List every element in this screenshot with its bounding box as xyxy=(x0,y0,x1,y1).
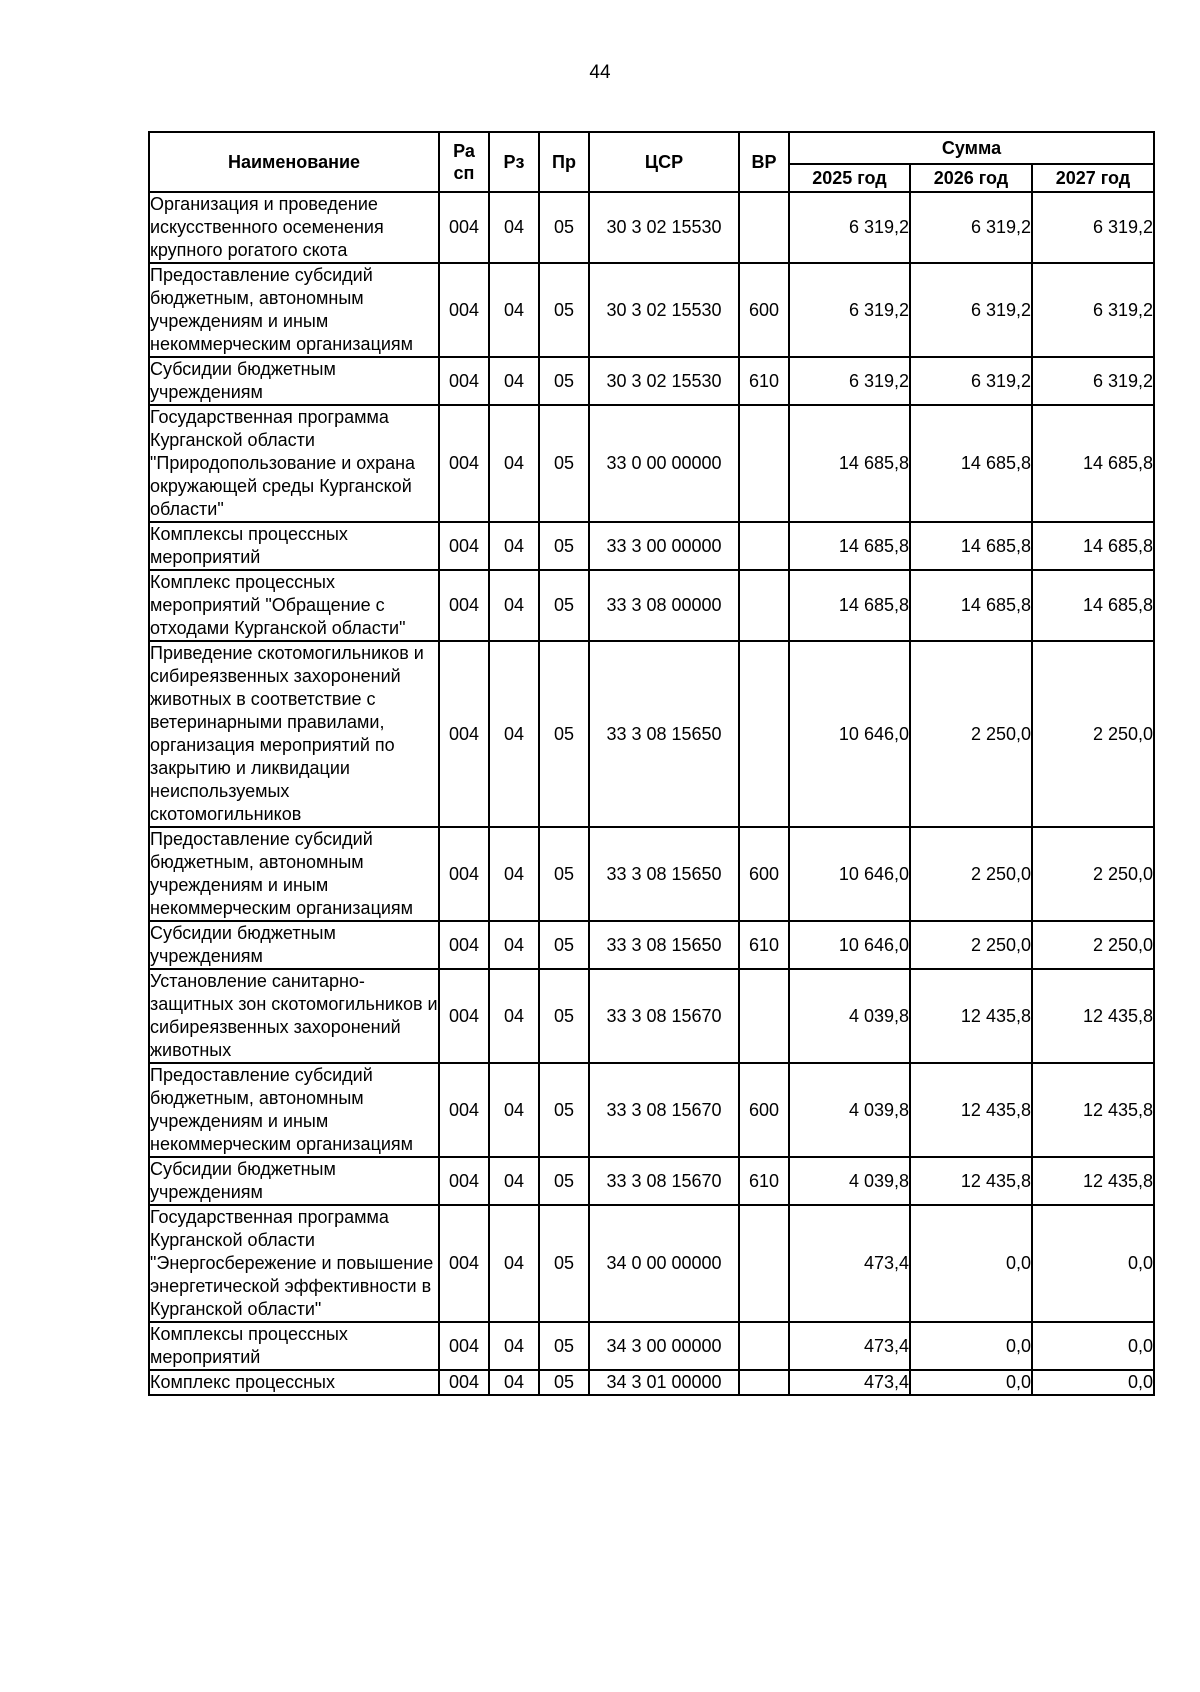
cell-vr xyxy=(739,192,789,263)
cell-rz: 04 xyxy=(489,1063,539,1157)
cell-vr: 610 xyxy=(739,357,789,405)
cell-rz: 04 xyxy=(489,263,539,357)
cell-rz: 04 xyxy=(489,570,539,641)
cell-rasp: 004 xyxy=(439,827,489,921)
cell-pr: 05 xyxy=(539,1063,589,1157)
cell-pr: 05 xyxy=(539,827,589,921)
cell-2026: 14 685,8 xyxy=(910,405,1032,522)
cell-2027: 12 435,8 xyxy=(1032,969,1154,1063)
cell-pr: 05 xyxy=(539,570,589,641)
table-row xyxy=(149,405,1154,522)
table-row xyxy=(149,1322,1154,1370)
cell-2027: 2 250,0 xyxy=(1032,827,1154,921)
cell-rasp: 004 xyxy=(439,522,489,570)
cell-2027: 6 319,2 xyxy=(1032,263,1154,357)
cell-rz: 04 xyxy=(489,969,539,1063)
header-year-2026: 2026 год xyxy=(910,164,1032,192)
table-row xyxy=(149,827,1154,921)
cell-csr: 33 3 08 15650 xyxy=(589,641,739,827)
cell-vr xyxy=(739,1370,789,1395)
cell-name: Государственная программа Курганской области "Энергосбережение и повышение энергетической эффективности в Курганской области" xyxy=(149,1205,439,1322)
cell-name: Субсидии бюджетным учреждениям xyxy=(149,921,439,969)
cell-2026: 6 319,2 xyxy=(910,192,1032,263)
table-row xyxy=(149,921,1154,969)
cell-2025: 10 646,0 xyxy=(789,921,910,969)
cell-rasp: 004 xyxy=(439,192,489,263)
table-row xyxy=(149,522,1154,570)
table-row xyxy=(149,1157,1154,1205)
cell-name: Предоставление субсидий бюджетным, автономным учреждениям и иным некоммерческим организациям xyxy=(149,263,439,357)
cell-rz: 04 xyxy=(489,1157,539,1205)
cell-2027: 0,0 xyxy=(1032,1322,1154,1370)
cell-2026: 14 685,8 xyxy=(910,522,1032,570)
cell-rz: 04 xyxy=(489,405,539,522)
cell-name: Установление санитарно-защитных зон скотомогильников и сибиреязвенных захоронений животных xyxy=(149,969,439,1063)
table-row xyxy=(149,263,1154,357)
cell-2025: 4 039,8 xyxy=(789,969,910,1063)
cell-2026: 6 319,2 xyxy=(910,357,1032,405)
cell-rasp: 004 xyxy=(439,641,489,827)
header-rasp-text: Ра сп xyxy=(453,140,475,183)
cell-rasp: 004 xyxy=(439,570,489,641)
table-row xyxy=(149,969,1154,1063)
cell-2027: 2 250,0 xyxy=(1032,921,1154,969)
cell-2025: 473,4 xyxy=(789,1370,910,1395)
cell-2026: 12 435,8 xyxy=(910,1063,1032,1157)
cell-name: Субсидии бюджетным учреждениям xyxy=(149,1157,439,1205)
cell-rasp: 004 xyxy=(439,969,489,1063)
cell-pr: 05 xyxy=(539,1157,589,1205)
cell-rz: 04 xyxy=(489,641,539,827)
table-row xyxy=(149,192,1154,263)
cell-2027: 2 250,0 xyxy=(1032,641,1154,827)
cell-2026: 14 685,8 xyxy=(910,570,1032,641)
cell-csr: 33 3 08 15670 xyxy=(589,1157,739,1205)
cell-rz: 04 xyxy=(489,1322,539,1370)
cell-pr: 05 xyxy=(539,405,589,522)
cell-2025: 6 319,2 xyxy=(789,357,910,405)
cell-2025: 14 685,8 xyxy=(789,570,910,641)
cell-2026: 6 319,2 xyxy=(910,263,1032,357)
page-number: 44 xyxy=(589,62,611,83)
cell-2027: 14 685,8 xyxy=(1032,522,1154,570)
header-vr: ВР xyxy=(739,132,789,192)
cell-csr: 33 3 08 15670 xyxy=(589,1063,739,1157)
cell-name: Предоставление субсидий бюджетным, автономным учреждениям и иным некоммерческим организациям xyxy=(149,1063,439,1157)
cell-csr: 33 3 08 00000 xyxy=(589,570,739,641)
table-row xyxy=(149,641,1154,827)
cell-pr: 05 xyxy=(539,192,589,263)
cell-vr xyxy=(739,641,789,827)
budget-table xyxy=(148,131,1155,1396)
table-row xyxy=(149,1370,1154,1395)
cell-2027: 6 319,2 xyxy=(1032,357,1154,405)
cell-csr: 30 3 02 15530 xyxy=(589,357,739,405)
cell-csr: 30 3 02 15530 xyxy=(589,263,739,357)
cell-csr: 34 0 00 00000 xyxy=(589,1205,739,1322)
cell-name: Приведение скотомогильников и сибиреязвенных захоронений животных в соответствие с ветеринарными правилами, организация мероприятий по закрытию и ликвидации неиспользуемых скотомогильников xyxy=(149,641,439,827)
cell-2026: 0,0 xyxy=(910,1205,1032,1322)
cell-rasp: 004 xyxy=(439,1322,489,1370)
cell-csr: 34 3 01 00000 xyxy=(589,1370,739,1395)
cell-vr xyxy=(739,570,789,641)
cell-vr: 600 xyxy=(739,1063,789,1157)
table-row xyxy=(149,570,1154,641)
cell-vr: 600 xyxy=(739,827,789,921)
cell-2025: 473,4 xyxy=(789,1205,910,1322)
cell-2027: 6 319,2 xyxy=(1032,192,1154,263)
cell-2025: 14 685,8 xyxy=(789,405,910,522)
table-row xyxy=(149,1205,1154,1322)
cell-name: Комплекс процессных мероприятий "Обращение с отходами Курганской области" xyxy=(149,570,439,641)
cell-pr: 05 xyxy=(539,1322,589,1370)
cell-rasp: 004 xyxy=(439,1370,489,1395)
cell-vr xyxy=(739,1205,789,1322)
cell-2025: 6 319,2 xyxy=(789,263,910,357)
cell-rasp: 004 xyxy=(439,921,489,969)
table-row xyxy=(149,1063,1154,1157)
cell-name: Организация и проведение искусственного осеменения крупного рогатого скота xyxy=(149,192,439,263)
cell-vr: 610 xyxy=(739,921,789,969)
cell-pr: 05 xyxy=(539,921,589,969)
cell-rasp: 004 xyxy=(439,357,489,405)
cell-pr: 05 xyxy=(539,357,589,405)
cell-2027: 14 685,8 xyxy=(1032,405,1154,522)
header-pr: Пр xyxy=(539,132,589,192)
cell-csr: 30 3 02 15530 xyxy=(589,192,739,263)
cell-2025: 10 646,0 xyxy=(789,827,910,921)
cell-2026: 0,0 xyxy=(910,1370,1032,1395)
cell-pr: 05 xyxy=(539,1370,589,1395)
cell-2026: 12 435,8 xyxy=(910,969,1032,1063)
cell-2025: 14 685,8 xyxy=(789,522,910,570)
cell-csr: 33 3 08 15650 xyxy=(589,921,739,969)
cell-rz: 04 xyxy=(489,921,539,969)
cell-2026: 12 435,8 xyxy=(910,1157,1032,1205)
cell-2027: 0,0 xyxy=(1032,1370,1154,1395)
header-year-2027: 2027 год xyxy=(1032,164,1154,192)
cell-rasp: 004 xyxy=(439,405,489,522)
cell-pr: 05 xyxy=(539,969,589,1063)
cell-2025: 6 319,2 xyxy=(789,192,910,263)
cell-rasp: 004 xyxy=(439,1205,489,1322)
cell-2025: 4 039,8 xyxy=(789,1063,910,1157)
cell-vr xyxy=(739,969,789,1063)
cell-vr xyxy=(739,1322,789,1370)
header-csr: ЦСР xyxy=(589,132,739,192)
header-rz: Рз xyxy=(489,132,539,192)
cell-rz: 04 xyxy=(489,1205,539,1322)
cell-rz: 04 xyxy=(489,1370,539,1395)
cell-name: Субсидии бюджетным учреждениям xyxy=(149,357,439,405)
cell-csr: 33 3 08 15670 xyxy=(589,969,739,1063)
cell-2027: 14 685,8 xyxy=(1032,570,1154,641)
cell-name: Комплексы процессных мероприятий xyxy=(149,522,439,570)
cell-rz: 04 xyxy=(489,522,539,570)
cell-pr: 05 xyxy=(539,641,589,827)
cell-csr: 33 3 08 15650 xyxy=(589,827,739,921)
cell-name: Предоставление субсидий бюджетным, автономным учреждениям и иным некоммерческим организациям xyxy=(149,827,439,921)
cell-pr: 05 xyxy=(539,263,589,357)
cell-2025: 473,4 xyxy=(789,1322,910,1370)
header-rasp xyxy=(439,132,489,192)
cell-2027: 0,0 xyxy=(1032,1205,1154,1322)
cell-vr xyxy=(739,405,789,522)
cell-pr: 05 xyxy=(539,522,589,570)
cell-2025: 4 039,8 xyxy=(789,1157,910,1205)
cell-pr: 05 xyxy=(539,1205,589,1322)
cell-2027: 12 435,8 xyxy=(1032,1063,1154,1157)
cell-rz: 04 xyxy=(489,827,539,921)
cell-csr: 33 0 00 00000 xyxy=(589,405,739,522)
cell-2026: 2 250,0 xyxy=(910,921,1032,969)
header-sum: Сумма xyxy=(789,132,1154,164)
header-year-2025: 2025 год xyxy=(789,164,910,192)
cell-vr xyxy=(739,522,789,570)
cell-vr: 600 xyxy=(739,263,789,357)
cell-vr: 610 xyxy=(739,1157,789,1205)
cell-name: Комплексы процессных мероприятий xyxy=(149,1322,439,1370)
cell-2026: 2 250,0 xyxy=(910,827,1032,921)
cell-2027: 12 435,8 xyxy=(1032,1157,1154,1205)
cell-rz: 04 xyxy=(489,192,539,263)
cell-csr: 34 3 00 00000 xyxy=(589,1322,739,1370)
cell-rasp: 004 xyxy=(439,1157,489,1205)
cell-rasp: 004 xyxy=(439,1063,489,1157)
table-row xyxy=(149,357,1154,405)
header-name: Наименование xyxy=(149,132,439,192)
cell-rz: 04 xyxy=(489,357,539,405)
cell-name: Комплекс процессных xyxy=(149,1370,439,1395)
cell-name: Государственная программа Курганской области "Природопользование и охрана окружающей среды Курганской области" xyxy=(149,405,439,522)
cell-2026: 0,0 xyxy=(910,1322,1032,1370)
cell-rasp: 004 xyxy=(439,263,489,357)
cell-2025: 10 646,0 xyxy=(789,641,910,827)
cell-2026: 2 250,0 xyxy=(910,641,1032,827)
cell-csr: 33 3 00 00000 xyxy=(589,522,739,570)
